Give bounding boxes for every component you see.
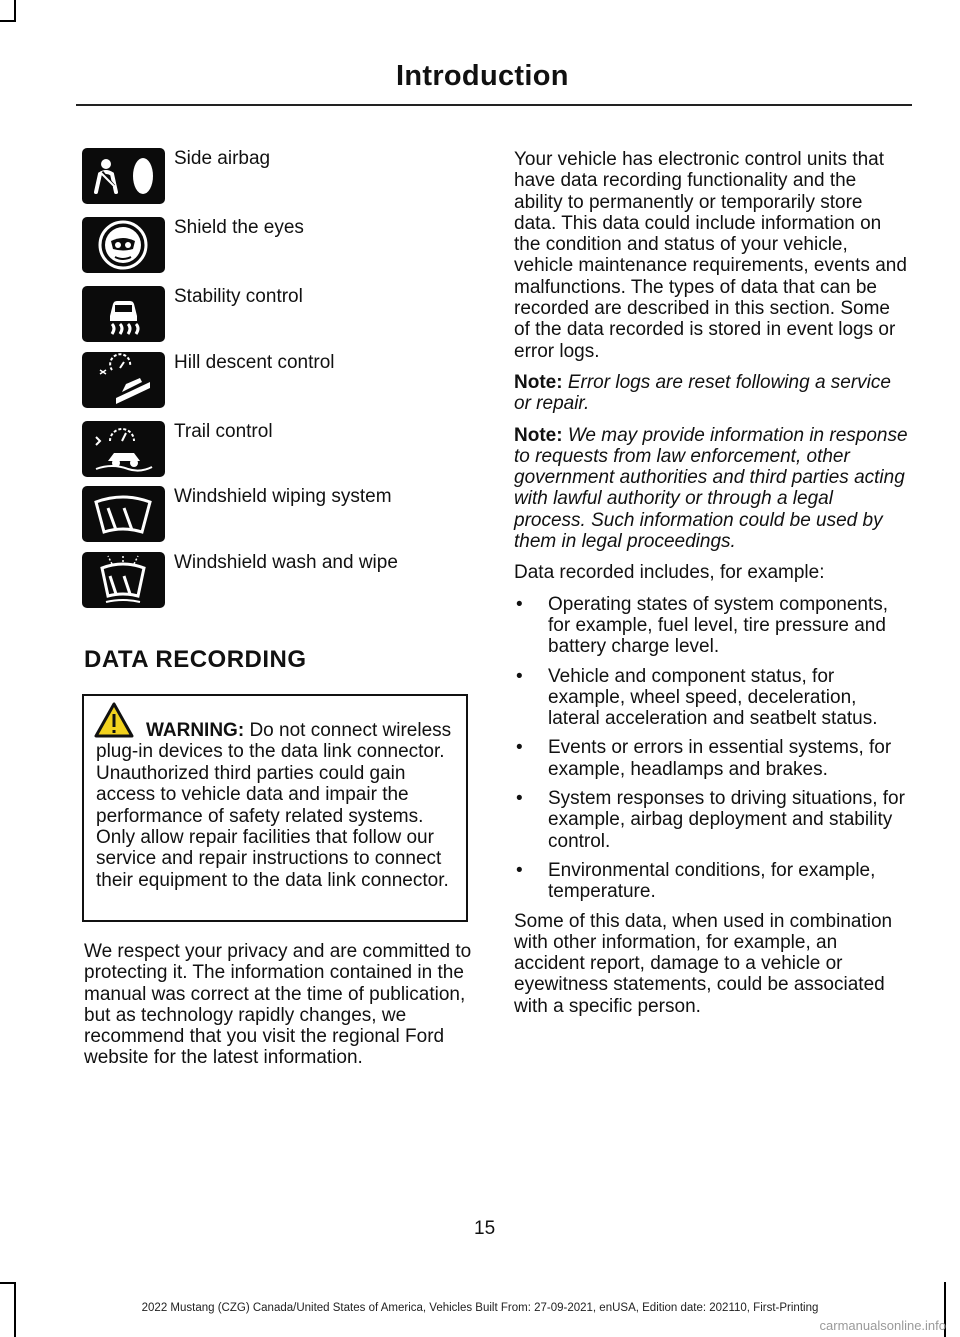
- footer-text: 2022 Mustang (CZG) Canada/United States of America, Vehicles Built From: 27-09-2021, enUSA, Edition date: 202110, First-Printing: [141, 1302, 819, 1314]
- warning-box: [82, 694, 468, 922]
- symbol-row-side-airbag: [82, 148, 482, 208]
- warning-label: WARNING:: [146, 720, 245, 741]
- crop-mark: [14, 0, 16, 22]
- note-label: Note:: [514, 371, 563, 393]
- list-item: • Environmental conditions, for example, temperature.: [516, 859, 876, 903]
- symbol-row-trail-control: [82, 421, 482, 481]
- shield-eyes-icon: [82, 217, 165, 273]
- list-item: • Operating states of system components, for example, fuel level, tire pressure and battery charge level.: [516, 593, 889, 658]
- symbol-row-shield-eyes: [82, 217, 482, 277]
- header-divider: [76, 104, 912, 106]
- note-law-enforcement: [514, 425, 908, 553]
- crop-mark: [0, 20, 16, 22]
- symbol-row-hill-descent: [82, 352, 482, 412]
- hill-descent-icon: [82, 352, 165, 408]
- windshield-wash-icon: [82, 552, 165, 608]
- symbol-label: Stability control: [174, 286, 303, 307]
- data-list: [514, 594, 908, 903]
- note-error-logs: [514, 372, 908, 415]
- symbol-row-windshield-wash: [82, 552, 482, 612]
- note-text: Error logs are reset following a service or repair.: [514, 371, 891, 415]
- windshield-wiper-icon: [82, 486, 165, 542]
- side-airbag-icon: [82, 148, 165, 204]
- note-text: We may provide information in response to requests from law enforcement, other government authorities and third parties acting with lawful authority or through a legal process. Such information could be used by them in legal proceedings.: [514, 424, 908, 553]
- symbol-label: Windshield wiping system: [174, 486, 392, 507]
- privacy-paragraph: We respect your privacy and are committed to protecting it. The information contained in the manual was correct at the time of publication, but as technology rapidly changes, we recommend that you visit the regional Ford website for the latest information.: [84, 941, 472, 1069]
- section-heading: DATA RECORDING: [84, 646, 307, 673]
- symbol-label: Shield the eyes: [174, 217, 304, 238]
- symbol-row-stability-control: [82, 286, 482, 346]
- warning-text: Do not connect wireless plug-in devices to the data link connector. Unauthorized third parties could gain access to vehicle data and impair the performance of safety related systems. Only allow repair facilities that follow our service and repair instructions to connect their equipment to the data link connector.: [96, 720, 452, 891]
- intro-paragraph: Your vehicle has electronic control units that have data recording functionality and the ability to permanently or temporarily store data. This data could include information on the condition and status of your vehicle, vehicle maintenance requirements, events and malfunctions. The types of data that can be recorded are described in this section. Some of the data recorded is stored in event logs or error logs.: [514, 149, 907, 362]
- list-item: • Events or errors in essential systems, for example, headlamps and brakes.: [516, 737, 892, 780]
- symbol-label: Windshield wash and wipe: [174, 552, 398, 573]
- list-intro: Data recorded includes, for example:: [514, 562, 825, 584]
- page-title: Introduction: [396, 60, 569, 92]
- watermark: carmanualsonline.info: [819, 1318, 946, 1333]
- list-item: • System responses to driving situations, for example, airbag deployment and stability control.: [516, 788, 905, 852]
- trail-control-icon: [82, 421, 165, 477]
- page-number: 15: [474, 1218, 496, 1239]
- symbol-label: Trail control: [174, 421, 273, 442]
- symbol-label: Hill descent control: [174, 352, 335, 373]
- list-item: • Vehicle and component status, for example, wheel speed, deceleration, lateral acceleration and seatbelt status.: [516, 665, 878, 730]
- warning-triangle-icon: [92, 702, 144, 740]
- note-label: Note:: [514, 424, 563, 446]
- crop-mark: [0, 1282, 16, 1284]
- stability-control-icon: [82, 286, 165, 342]
- right-column: [514, 149, 908, 1027]
- symbol-row-windshield-wiper: [82, 486, 482, 546]
- symbol-label: Side airbag: [174, 148, 271, 169]
- closing-paragraph: Some of this data, when used in combination with other information, for example, an accident report, damage to a vehicle or eyewitness statements, could be associated with a specific person.: [514, 910, 893, 1017]
